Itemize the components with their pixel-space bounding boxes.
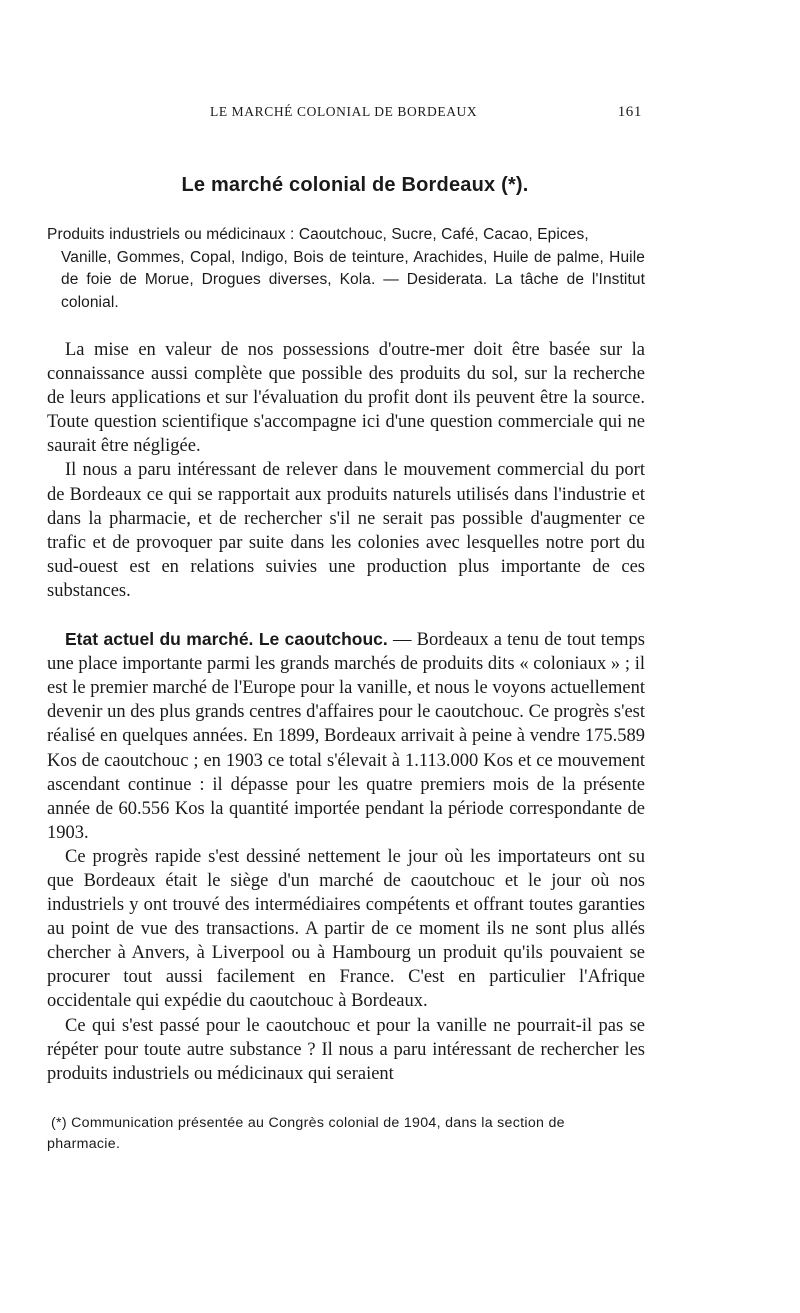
section-lead-paragraph xyxy=(47,627,645,845)
caoutchouc-section xyxy=(47,627,645,1086)
paragraph: Ce qui s'est passé pour le caoutchouc et pour la vanille ne pourrait-il pas se répéter pour toute autre substance ? Il nous a paru intéressant de rechercher les produits industriels ou médicinaux qui seraient xyxy=(47,1015,645,1084)
footnote xyxy=(47,1113,645,1155)
intro-section xyxy=(47,338,645,603)
article-summary xyxy=(47,224,645,314)
summary-first-line: Produits industriels ou médicinaux : Caoutchouc, Sucre, Café, Cacao, Epices, xyxy=(47,226,589,243)
running-head-title: LE MARCHÉ COLONIAL DE BORDEAUX xyxy=(210,104,478,119)
section-lead-text: — Bordeaux a tenu de tout temps une place importante parmi les grands marchés de produits dits « coloniaux » ; il est le premier marché de l'Europe pour la vanille, et nous le voyons actuellement devenir un des plus grands centres d'affaires pour le caoutchouc. Ce progrès s'est réalisé en quelques années. En 1899, Bordeaux arrivait à peine à vendre 175.589 Kos de caoutchouc ; en 1903 ce total s'élevait à 1.113.000 Kos et ce mouvement ascendant continue : il dépasse pour les quatre premiers mois de la présente année de 60.556 Kos la quantité importée pendant la période correspondante de 1903. xyxy=(47,630,645,843)
footnote-first-line: (*) Communication présentée au Congrès colonial de 1904, dans la section de xyxy=(51,1114,565,1131)
paragraph: La mise en valeur de nos possessions d'outre-mer doit être basée sur la connaissance aussi complète que possible des produits du sol, sur la recherche de leurs applications et sur l'évaluation du profit dont ils peuvent être la source. Toute question scientifique s'accompagne ici d'une question commerciale qui ne saurait être négligée. xyxy=(47,340,645,457)
running-head xyxy=(47,98,645,122)
paragraph: Ce progrès rapide s'est dessiné nettement le jour où les importateurs ont su que Bordeaux était le siège d'un marché de caoutchouc et le jour où nos industriels y ont trouvé des intermédiaires compétents et offrant toutes garanties au point de vue des transactions. A partir de ce moment ils ne sont plus allés chercher à Anvers, à Liverpool ou à Hambourg un produit qu'ils pouvaient se procurer tout aussi facilement en France. C'est en particulier l'Afrique occidentale qui expédie du caoutchouc à Bordeaux. xyxy=(47,846,645,1012)
summary-rest: Vanille, Gommes, Copal, Indigo, Bois de teinture, Arachides, Huile de palme, Huile de foie de Morue, Drogues diverses, Kola. — Desiderata. La tâche de l'Institut colonial. xyxy=(61,248,645,311)
article-title: Le marché colonial de Bordeaux (*). xyxy=(181,174,529,196)
section-heading: Etat actuel du marché. Le caoutchouc. xyxy=(65,629,388,650)
paragraph: Il nous a paru intéressant de relever dans le mouvement commercial du port de Bordeaux ce qui se rapportait aux produits naturels utilisés dans l'industrie et dans la pharmacie, et de rechercher s'il ne serait pas possible d'augmenter ce trafic et de provoquer par suite dans les colonies avec lesquelles notre port du sud-ouest est en relations suivies une production plus importante de ces substances. xyxy=(47,460,645,601)
footnote-rest: pharmacie. xyxy=(47,1135,121,1152)
journal-page xyxy=(47,98,645,1155)
page-number: 161 xyxy=(617,104,642,120)
